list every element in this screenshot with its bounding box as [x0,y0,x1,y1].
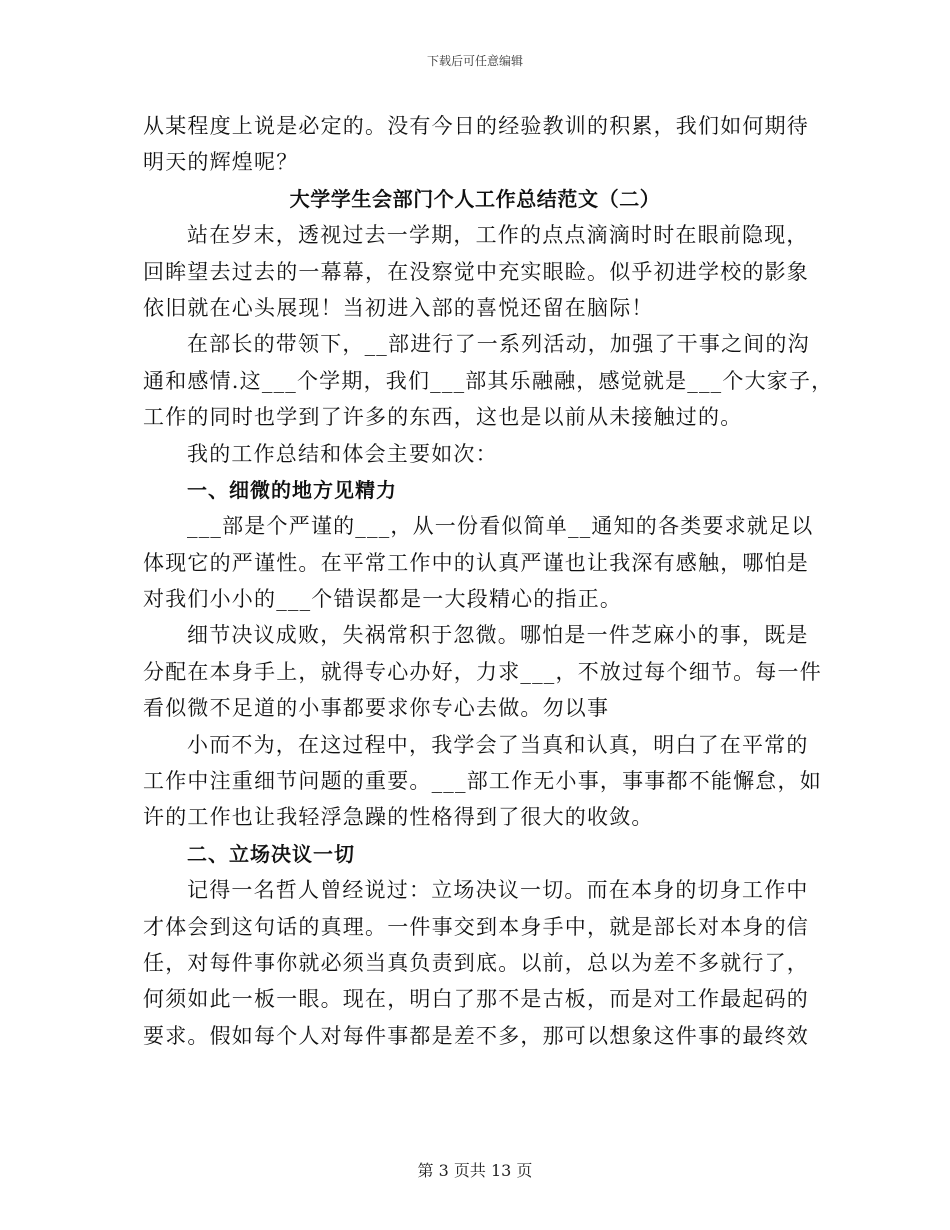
text-line: 细节决议成败，失祸常积于忽微。哪怕是一件芝麻小的事，既是 [187,623,809,648]
text-line: 通和感情.这___个学期，我们___部其乐融融，感觉就是___个大家子， [143,368,834,393]
text-line: 要求。假如每个人对每件事都是差不多，那可以想象这件事的最终效 [143,1023,809,1048]
text-line: 我的工作总结和体会主要如次： [187,441,498,466]
text-line: ___部是个严谨的___，从一份看似简单__通知的各类要求就足以 [187,514,814,539]
text-line: 工作中注重细节问题的重要。___部工作无小事，事事都不能懈怠，如 [143,769,822,794]
document-body [143,108,834,1054]
text-line: 明天的辉煌呢？ [143,150,299,175]
text-line: 才体会到这句话的真理。一件事交到本身手中，就是部长对本身的信 [143,914,809,939]
text-line: 何须如此一板一眼。现在，明白了那不是古板，而是对工作最起码的 [143,987,809,1012]
subheading: 二、立场决议一切 [187,841,355,866]
text-line: 站在岁末，透视过去一学期，工作的点点滴滴时时在眼前隐现， [187,223,809,248]
text-line: 从某程度上说是必定的。没有今日的经验教训的积累，我们如何期待 [143,114,809,138]
text-line: 分配在本身手上，就得专心办好，力求___，不放过每个细节。每一件 [143,659,822,684]
text-line: 记得一名哲人曾经说过：立场决议一切。而在本身的切身工作中 [187,878,809,903]
text-line: 对我们小小的___个错误都是一大段精心的指正。 [143,587,623,612]
text-line: 许的工作也让我轻浮急躁的性格得到了很大的收敛。 [143,805,654,830]
text-line: 依旧就在心头展现！当初进入部的喜悦还留在脑际！ [143,295,654,320]
text-line: 在部长的带领下，__部进行了一系列活动，加强了干事之间的沟 [187,332,810,357]
text-line: 工作的同时也学到了许多的东西，这也是以前从未接触过的。 [143,405,743,430]
text-line: 小而不为，在这过程中，我学会了当真和认真，明白了在平常的 [187,732,809,757]
text-line: 体现它的严谨性。在平常工作中的认真严谨也让我深有感触，哪怕是 [143,550,809,575]
page-header: 下载后可任意编辑 [426,54,523,68]
subheading: 一、细微的地方见精力 [187,477,397,502]
section-title: 大学学生会部门个人工作总结范文（二） [289,186,661,211]
text-line: 任，对每件事你就必须当真负责到底。以前，总以为差不多就行了， [143,950,809,975]
text-line: 看似微不足道的小事都要求你专心去做。勿以事 [143,696,610,721]
page-number: 第 3 页共 13 页 [417,1161,533,1180]
text-line: 回眸望去过去的一幕幕，在没察觉中充实眼睑。似乎初进学校的影象 [143,259,809,284]
